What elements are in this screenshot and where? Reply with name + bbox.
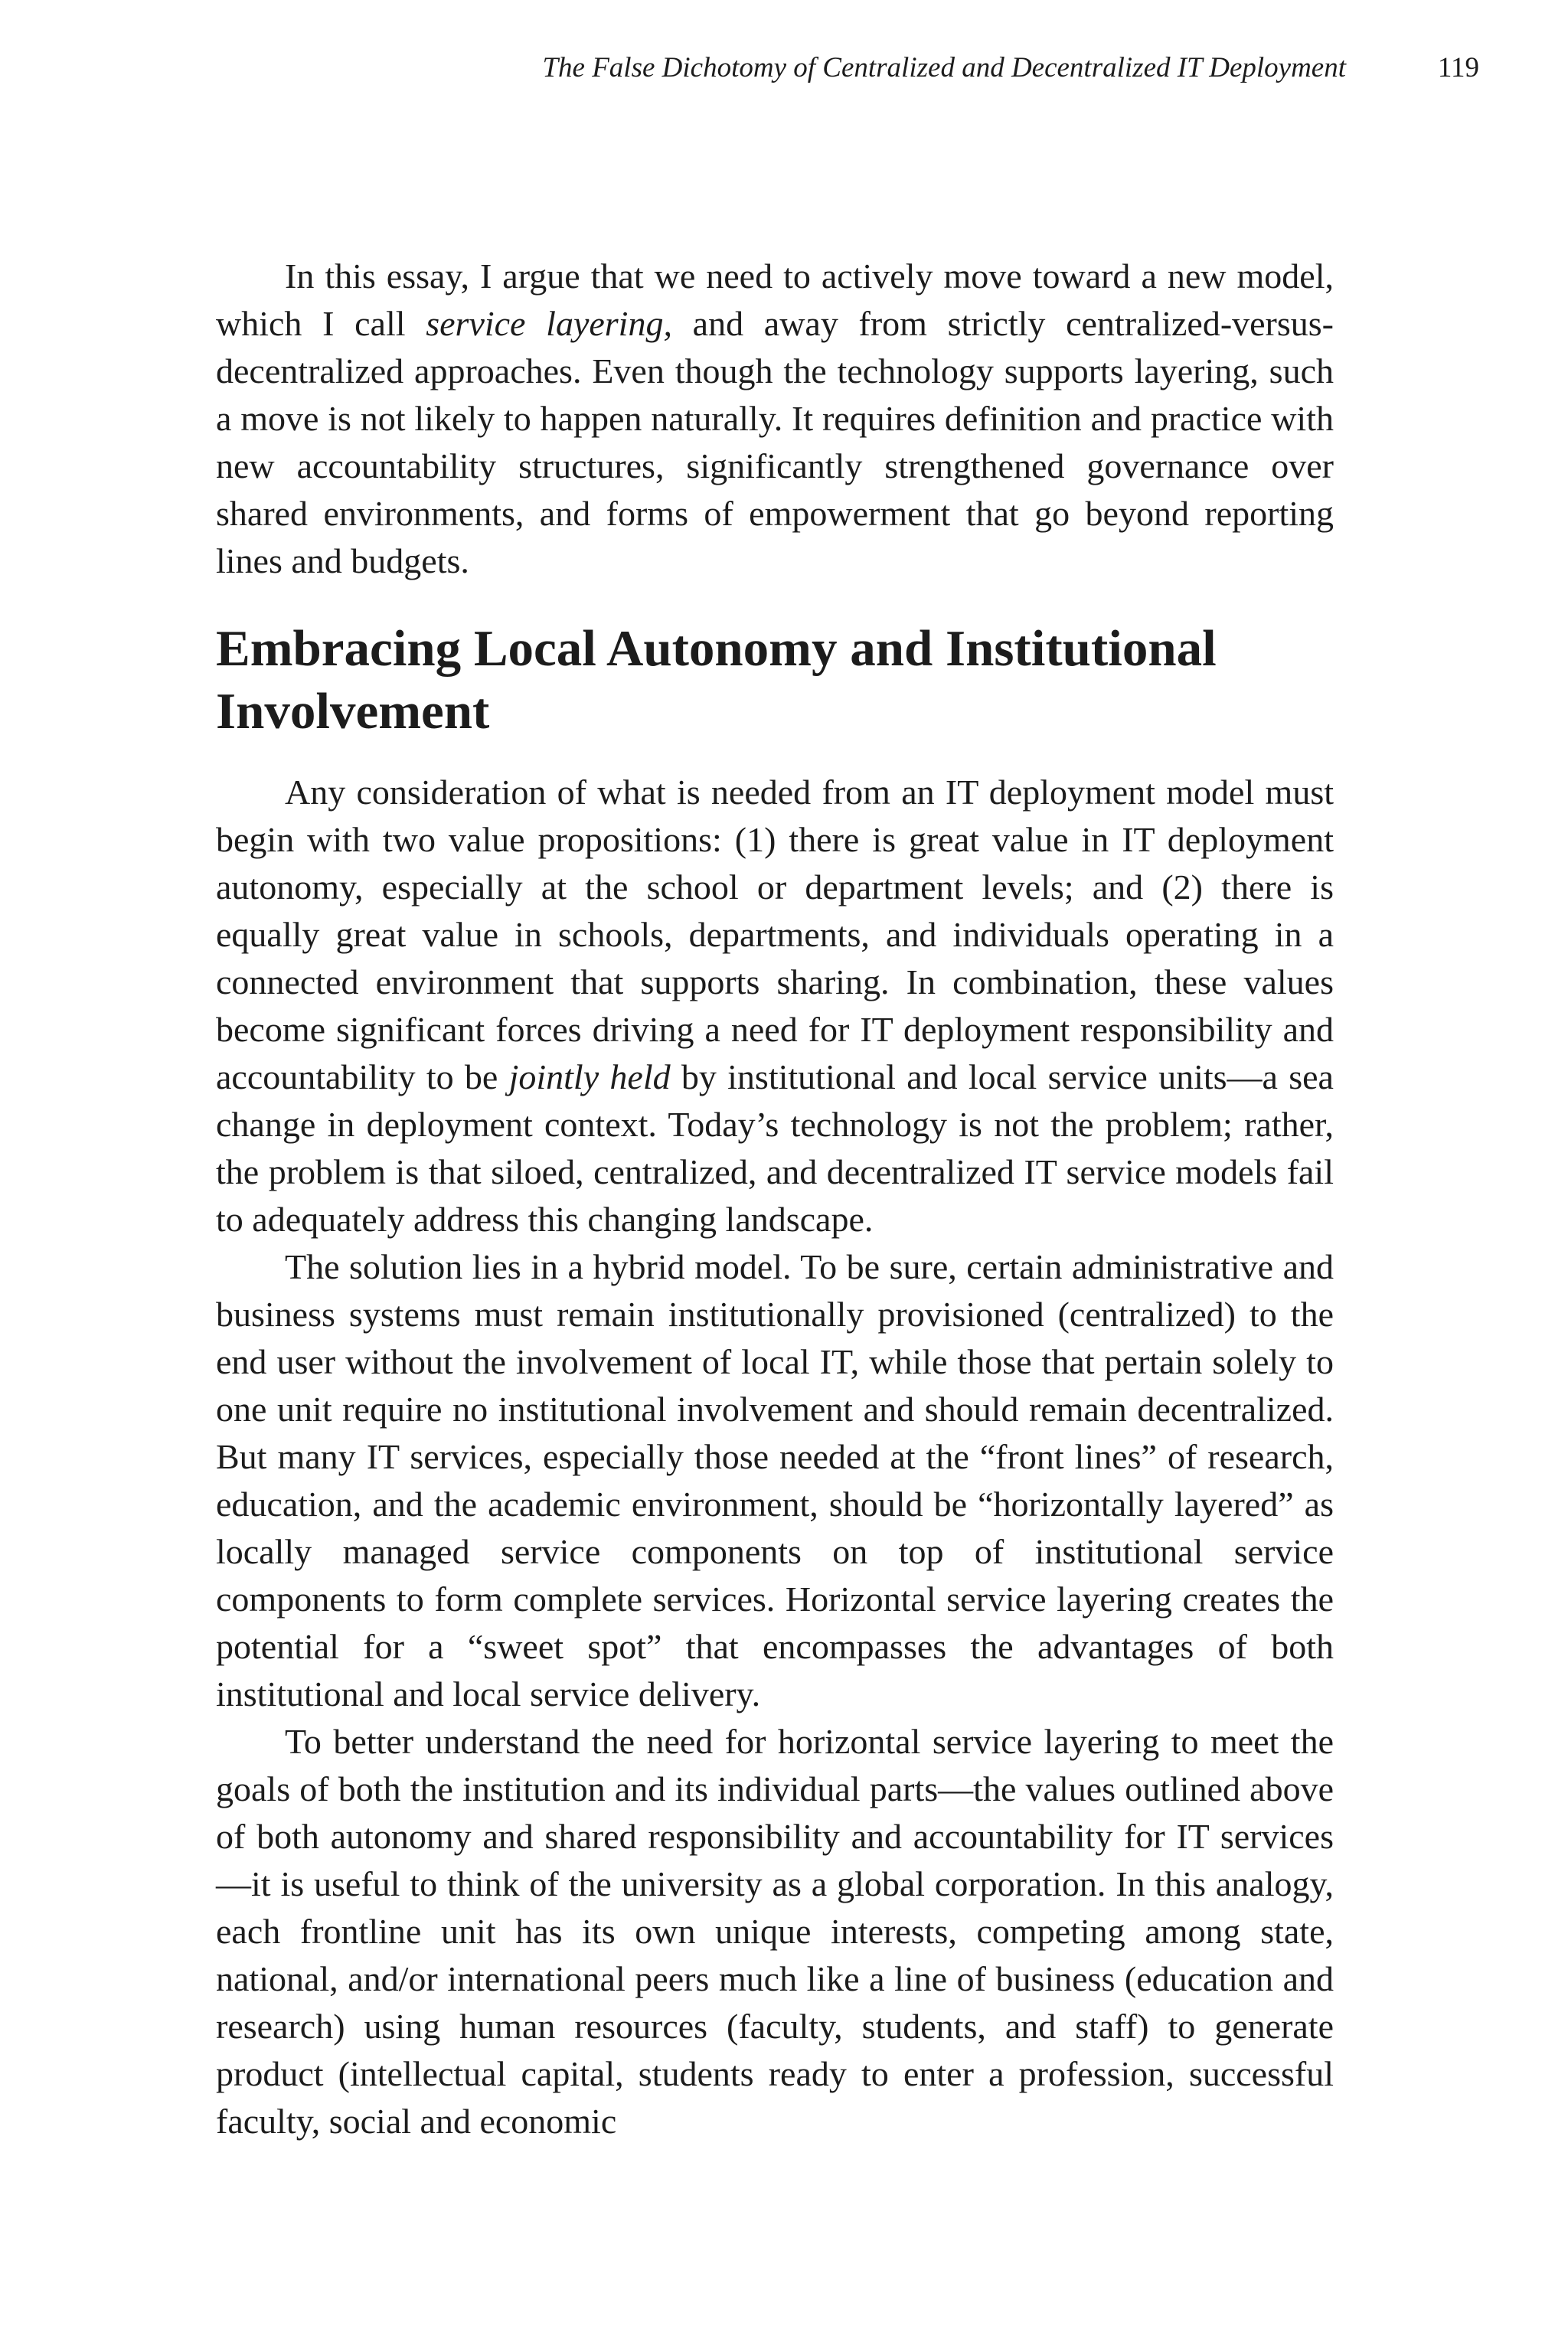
running-header xyxy=(0,49,1568,87)
page-body xyxy=(216,253,1334,2145)
page-number: 119 xyxy=(1437,52,1479,83)
body-paragraph-3: To better understand the need for horizontal service layering to meet the goals of both the institution and its individual parts—the values outlined above of both autonomy and shared responsibility and accountability for IT services—it is useful to think of the university as a global corporation. In this analogy, each frontline unit has its own unique interests, competing among state, national, and/or international peers much like a line of business (education and research) using human resources (faculty, students, and staff) to generate product (intellectual capital, students ready to enter a profession, successful faculty, social and economic xyxy=(216,1722,1334,2141)
paragraph-1-text-start: Any consideration of what is needed from an IT deployment model must begin with two value propositions: (1) there is great value in IT deployment autonomy, especially at the school or department levels; and (2) there is equally great value in schools, departments, and individuals operating in a connected environment that supports sharing. In combination, these values become significant forces driving a need for IT deployment responsibility and accountability to be xyxy=(216,773,1334,1096)
paragraph-1-text-end: by institutional and local service units—a sea change in deployment context. Today’s technology is not the problem; rather, the problem is that siloed, centralized, and decentralized IT service models fail to adequately address this changing landscape. xyxy=(216,1057,1334,1239)
intro-paragraph xyxy=(216,253,1334,585)
body-paragraph-1 xyxy=(216,769,1334,1243)
body-paragraph-2: The solution lies in a hybrid model. To be sure, certain administrative and business systems must remain institutionally provisioned (centralized) to the end user without the involvement of local IT, while those that pertain solely to one unit require no institutional involvement and should remain decentralized. But many IT services, especially those needed at the “front lines” of research, education, and the academic environment, should be “horizontally layered” as locally managed service components on top of institutional service components to form complete services. Horizontal service layering creates the potential for a “sweet spot” that encompasses the advantages of both institutional and local service delivery. xyxy=(216,1247,1334,1713)
intro-term: service layering, xyxy=(426,304,672,343)
section-heading: Embracing Local Autonomy and Institutional Involvement xyxy=(216,620,1217,740)
paragraph-1-term: jointly held xyxy=(508,1057,671,1096)
intro-text-start: In this essay, I argue that we need to actively move toward a new model, which I call xyxy=(216,256,1334,343)
intro-text-end: and away from strictly centralized-versus-decentralized approaches. Even though the technology supports layering, such a move is not likely to happen naturally. It requires definition and practice with new accountability structures, significantly strengthened governance over shared environments, and forms of empowerment that go beyond reporting lines and budgets. xyxy=(216,304,1334,580)
running-title: The False Dichotomy of Centralized and Decentralized IT Deployment xyxy=(542,52,1346,83)
